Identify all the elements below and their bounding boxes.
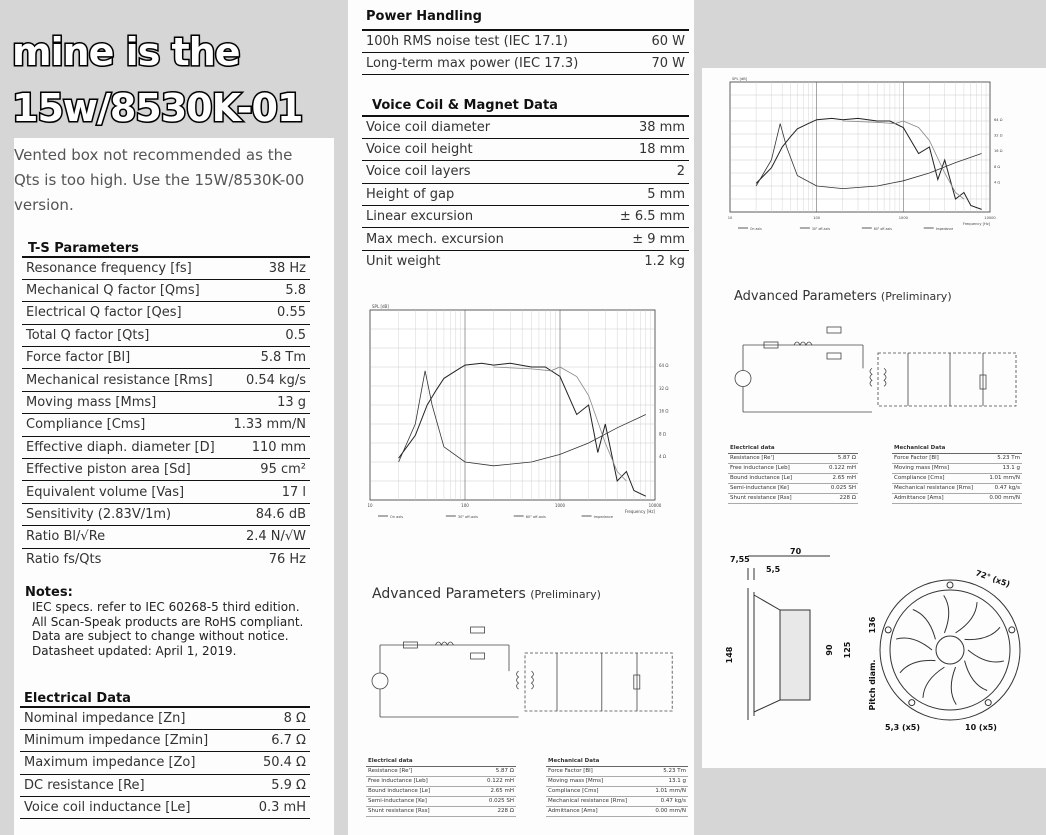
x-tick-label: 10000 <box>984 216 996 220</box>
mini-label: Resistance [Re'] <box>728 453 817 463</box>
advanced-electrical-table-duplicate <box>728 444 858 504</box>
param-row <box>362 228 689 250</box>
param-label: Force factor [Bl] <box>26 350 131 366</box>
mini-value: 2.65 mH <box>468 786 516 796</box>
param-row <box>22 257 310 279</box>
param-value: 95 cm² <box>260 462 306 478</box>
notes-line: Data are subject to change without notice. <box>32 629 289 643</box>
param-label: Voice coil inductance [Le] <box>24 800 191 816</box>
advanced-parameters-title-duplicate <box>734 289 952 304</box>
mini-value: 1.01 mm/N <box>646 786 688 796</box>
mini-row <box>728 493 858 503</box>
drawing-lines <box>748 556 1020 720</box>
mini-row <box>546 806 688 816</box>
param-row <box>22 369 310 391</box>
mini-value: 0.00 mm/N <box>984 493 1022 503</box>
param-row <box>22 436 310 458</box>
param-value: 76 Hz <box>268 552 306 568</box>
power-handling-title: Power Handling <box>366 9 482 24</box>
param-label: Equivalent volume [Vas] <box>26 484 185 500</box>
param-label: Mechanical resistance [Rms] <box>26 372 213 388</box>
voltage-source <box>372 673 388 689</box>
param-value: 2.4 N/√W <box>245 529 306 545</box>
mini-row <box>728 463 858 473</box>
advanced-electrical-table <box>366 757 516 817</box>
mini-row <box>728 473 858 483</box>
mini-row <box>546 776 688 786</box>
param-row <box>20 774 310 796</box>
circuit-lines <box>735 327 1016 412</box>
param-row <box>22 548 310 570</box>
legend-label: 60° off-axis <box>525 515 546 519</box>
mounting-hole <box>947 582 953 588</box>
param-row <box>362 30 689 52</box>
dimension-label: 148 <box>725 646 734 664</box>
wire <box>743 345 872 412</box>
circuit-lines <box>372 627 672 717</box>
legend-label: Impedance <box>935 227 954 231</box>
mini-value: 13.1 g <box>984 463 1022 473</box>
mini-label: Compliance [Cms] <box>546 786 646 796</box>
param-value: ± 6.5 mm <box>619 209 685 225</box>
param-row <box>22 302 310 324</box>
param-row <box>20 707 310 729</box>
param-label: Mechanical Q factor [Qms] <box>26 283 200 299</box>
mini-label: Force Factor [Bl] <box>546 766 646 776</box>
legend-label: Impedance <box>593 515 614 519</box>
advanced-title-text: Advanced Parameters <box>734 289 877 304</box>
voice-coil-table <box>362 115 689 273</box>
param-row <box>362 250 689 272</box>
inductor-leb <box>435 642 453 645</box>
frame-outer <box>880 580 1020 720</box>
param-label: Voice coil layers <box>366 164 471 180</box>
mini-value: 0.025 SH <box>817 483 858 493</box>
mini-value: 5.23 Tm <box>646 766 688 776</box>
param-label: Sensitivity (2.83V/1m) <box>26 506 172 522</box>
notes-line: Datasheet updated: April 1, 2019. <box>32 643 237 658</box>
param-label: Ratio Bl/√Re <box>26 529 106 545</box>
param-label: Voice coil height <box>366 142 473 158</box>
notes-line: All Scan-Speak products are RoHS compliant. <box>32 614 304 629</box>
mini-row <box>366 796 516 806</box>
param-label: Moving mass [Mms] <box>26 395 157 411</box>
impedance-tick-label: 32 Ω <box>994 133 1003 138</box>
spl-axis-label: SPL [dB] <box>372 304 389 309</box>
param-row <box>20 797 310 819</box>
param-value: 18 mm <box>638 142 685 158</box>
inductor-le <box>827 327 841 333</box>
param-value: 5 mm <box>647 186 685 202</box>
mini-label: Mechanical resistance [Rms] <box>892 483 984 493</box>
mounting-hole <box>885 627 891 633</box>
advanced-title-sub: (Preliminary) <box>530 588 601 601</box>
param-label: Ratio fs/Qts <box>26 552 102 568</box>
param-value: 0.55 <box>277 305 306 321</box>
wire <box>908 353 983 406</box>
ts-parameters-table <box>22 256 310 570</box>
caption-line-2: 15w/8530K-01 <box>12 86 303 130</box>
x-tick-label: 10 <box>367 503 373 508</box>
mini-row <box>892 483 1022 493</box>
param-row <box>362 52 689 74</box>
param-value: 50.4 Ω <box>262 755 306 771</box>
mini-row <box>366 786 516 796</box>
mini-value: 0.47 kg/s <box>984 483 1022 493</box>
param-label: Maximum impedance [Zo] <box>24 755 196 771</box>
dimension-label: 125 <box>843 641 852 659</box>
mini-value: 228 Ω <box>468 806 516 816</box>
mini-row <box>892 463 1022 473</box>
param-row <box>362 206 689 228</box>
param-row <box>22 481 310 503</box>
mini-table-title: Mechanical Data <box>892 444 1022 453</box>
mini-row <box>546 796 688 806</box>
mechanical-box <box>878 353 1016 406</box>
x-tick-label: 10 <box>727 216 733 220</box>
x-tick-label: 100 <box>813 216 821 220</box>
param-row <box>362 161 689 183</box>
dimension-label: Pitch diam. <box>868 659 877 711</box>
param-value: 1.2 kg <box>644 254 685 270</box>
mini-value: 13.1 g <box>646 776 688 786</box>
mini-value: 0.025 SH <box>468 796 516 806</box>
voice-coil-title: Voice Coil & Magnet Data <box>372 98 558 113</box>
electrical-data-table <box>20 706 310 819</box>
x-tick-label: 10000 <box>648 503 662 508</box>
mini-value: 0.122 mH <box>468 776 516 786</box>
mounting-hole <box>909 700 915 706</box>
param-label: Effective piston area [Sd] <box>26 462 191 478</box>
param-value: 38 mm <box>638 119 685 135</box>
frequency-response-graph-duplicate <box>720 72 1025 242</box>
param-label: Electrical Q factor [Qes] <box>26 305 182 321</box>
impedance-tick-label: 32 Ω <box>659 385 669 391</box>
mini-label: Resistance [Re'] <box>366 766 468 776</box>
dimension-label: 90 <box>825 644 834 656</box>
equivalent-circuit-diagram <box>365 615 685 725</box>
mini-row <box>366 766 516 776</box>
frequency-axis-label: Frequency [Hz] <box>962 222 990 226</box>
cone-spoke <box>965 661 988 691</box>
advanced-title-text: Advanced Parameters <box>372 586 526 602</box>
frame-inner <box>890 590 1010 710</box>
mini-row <box>728 483 858 493</box>
param-label: Unit weight <box>366 254 441 270</box>
frequency-axis-label: Frequency [Hz] <box>624 509 655 514</box>
advanced-parameters-title <box>372 586 601 602</box>
mini-value: 5.87 Ω <box>817 453 858 463</box>
mini-value: 2.65 mH <box>817 473 858 483</box>
dimension-line <box>748 556 830 580</box>
magnet-body <box>780 610 810 700</box>
impedance-tick-label: 8 Ω <box>994 164 1001 169</box>
mini-row <box>892 453 1022 463</box>
legend-label: On axis <box>390 515 404 519</box>
mounting-hole <box>985 700 991 706</box>
dimension-label: 72° (x5) <box>974 568 1012 590</box>
impedance-tick-label: 64 Ω <box>994 118 1003 122</box>
caption-line-1: mine is the <box>12 30 240 74</box>
mini-value: 5.23 Tm <box>984 453 1022 463</box>
param-value: 17 l <box>281 484 306 500</box>
param-label: Resonance frequency [fs] <box>26 260 192 276</box>
param-row <box>22 503 310 525</box>
param-label: Total Q factor [Qts] <box>26 327 150 343</box>
dust-cap <box>936 636 964 664</box>
inductor-le <box>471 627 485 633</box>
x-tick-label: 100 <box>461 503 469 508</box>
mechanical-box <box>525 653 672 711</box>
transformer-coil <box>517 671 519 689</box>
cone-spoke <box>900 660 935 672</box>
cone-spoke <box>951 667 956 705</box>
param-label: Voice coil diameter <box>366 119 491 135</box>
param-row <box>362 116 689 138</box>
param-value: 60 W <box>651 33 685 49</box>
advanced-mechanical-table-duplicate <box>892 444 1022 504</box>
transformer-coil <box>870 368 872 386</box>
param-row <box>362 138 689 160</box>
mini-label: Shunt resistance [Rss] <box>366 806 468 816</box>
mini-value: 228 Ω <box>817 493 858 503</box>
param-value: 0.5 <box>285 327 306 343</box>
legend-label: 30° off-axis <box>811 227 830 231</box>
cone-spoke <box>913 609 936 639</box>
spl-axis-label: SPL [dB] <box>732 77 748 81</box>
param-value: 8 Ω <box>283 710 306 726</box>
frequency-response-graph <box>360 300 690 530</box>
param-label: Long-term max power (IEC 17.3) <box>366 56 579 72</box>
mini-label: Semi-inductance [Ke] <box>728 483 817 493</box>
impedance-tick-label: 4 Ω <box>994 180 1001 185</box>
param-value: ± 9 mm <box>632 231 685 247</box>
dimension-label: 7,55 <box>730 555 750 564</box>
mini-row <box>366 806 516 816</box>
impedance-tick-label: 16 Ω <box>994 149 1003 154</box>
mini-table-title: Electrical data <box>728 444 858 453</box>
transformer-coil <box>884 368 886 386</box>
param-label: Max mech. excursion <box>366 231 504 247</box>
transformer-coil <box>531 671 533 689</box>
mini-row <box>892 493 1022 503</box>
impedance-tick-label: 4 Ω <box>659 454 666 460</box>
mini-table-title: Electrical data <box>366 757 516 766</box>
param-label: Minimum impedance [Zmin] <box>24 733 209 749</box>
mini-label: Moving mass [Mms] <box>546 776 646 786</box>
param-value: 38 Hz <box>268 260 306 276</box>
param-label: Linear excursion <box>366 209 474 225</box>
dimension-label: 5,3 (x5) <box>885 723 920 732</box>
mini-value: 0.47 kg/s <box>646 796 688 806</box>
param-label: DC resistance [Re] <box>24 777 145 793</box>
param-row <box>22 279 310 301</box>
notes-line: IEC specs. refer to IEC 60268-5 third edition. <box>32 600 300 614</box>
param-row <box>362 183 689 205</box>
mini-label: Free inductance [Leb] <box>728 463 817 473</box>
mounting-hole <box>1009 627 1015 633</box>
resistor-rss <box>827 353 841 359</box>
param-row <box>22 526 310 548</box>
mini-row <box>366 776 516 786</box>
electrical-data-title: Electrical Data <box>24 691 131 706</box>
mini-row <box>728 453 858 463</box>
legend-label: 30° off-axis <box>457 515 479 519</box>
resistor-rss <box>471 653 485 659</box>
mini-row <box>892 473 1022 483</box>
impedance-tick-label: 16 Ω <box>659 408 669 414</box>
mini-label: Admittance [Ams] <box>892 493 984 503</box>
impedance-tick-label: 64 Ω <box>659 363 669 368</box>
param-label: Effective diaph. diameter [D] <box>26 439 215 455</box>
cone-spoke <box>896 638 932 650</box>
param-row <box>22 391 310 413</box>
power-handling-table <box>362 29 689 75</box>
legend-label: On axis <box>750 227 762 231</box>
param-row <box>20 729 310 751</box>
inductor-leb <box>794 342 812 345</box>
param-row <box>22 347 310 369</box>
cone-spoke <box>944 595 949 633</box>
notes-body <box>32 600 303 658</box>
dimension-label: 136 <box>868 616 877 634</box>
mini-label: Shunt resistance [Rss] <box>728 493 817 503</box>
mechanical-dimension-drawing <box>720 540 1030 740</box>
cone-spoke <box>965 627 1000 639</box>
impedance-tick-label: 8 Ω <box>659 431 666 437</box>
param-value: 0.54 kg/s <box>245 372 306 388</box>
param-label: 100h RMS noise test (IEC 17.1) <box>366 33 568 49</box>
mini-value: 0.00 mm/N <box>646 806 688 816</box>
param-value: 70 W <box>651 56 685 72</box>
mini-label: Semi-inductance [Ke] <box>366 796 468 806</box>
ts-parameters-title: T-S Parameters <box>28 241 139 256</box>
param-label: Height of gap <box>366 186 455 202</box>
legend-label: 60° off-axis <box>873 227 892 231</box>
mini-row <box>546 786 688 796</box>
param-label: Compliance [Cms] <box>26 417 146 433</box>
voltage-source <box>735 371 751 387</box>
advanced-mechanical-table <box>546 757 688 817</box>
mini-table-title: Mechanical Data <box>546 757 688 766</box>
param-value: 5.8 <box>285 283 306 299</box>
x-tick-label: 1000 <box>898 216 908 220</box>
notes-title: Notes: <box>25 585 73 600</box>
mini-value: 1.01 mm/N <box>984 473 1022 483</box>
cone-spoke <box>956 602 977 633</box>
mini-label: Compliance [Cms] <box>892 473 984 483</box>
param-value: 110 mm <box>251 439 306 455</box>
param-value: 2 <box>676 164 685 180</box>
cone-spoke <box>923 667 944 698</box>
param-value: 6.7 Ω <box>271 733 306 749</box>
param-row <box>22 414 310 436</box>
param-value: 13 g <box>277 395 306 411</box>
mini-label: Bound inductance [Le] <box>728 473 817 483</box>
mini-label: Force Factor [Bl] <box>892 453 984 463</box>
mini-label: Moving mass [Mms] <box>892 463 984 473</box>
param-row <box>20 752 310 774</box>
param-value: 84.6 dB <box>255 506 306 522</box>
dimension-label: 70 <box>790 547 802 556</box>
param-value: 0.3 mH <box>258 800 306 816</box>
param-row <box>22 459 310 481</box>
cone-spoke <box>968 650 1004 662</box>
dimension-label: 10 (x5) <box>965 723 997 732</box>
vented-box-note: Vented box not recommended as the Qts is too high. Use the 15W/8530K-00 version. <box>14 146 305 214</box>
mini-label: Admittance [Ams] <box>546 806 646 816</box>
dimension-label: 5,5 <box>766 565 781 574</box>
param-value: 5.9 Ω <box>271 777 306 793</box>
wire <box>557 653 637 711</box>
param-value: 1.33 mm/N <box>233 417 306 433</box>
param-label: Nominal impedance [Zn] <box>24 710 186 726</box>
param-row <box>22 324 310 346</box>
mini-value: 0.122 mH <box>817 463 858 473</box>
mini-value: 5.87 Ω <box>468 766 516 776</box>
mini-label: Mechanical resistance [Rms] <box>546 796 646 806</box>
wire <box>380 645 519 717</box>
advanced-title-sub: (Preliminary) <box>880 290 952 303</box>
x-tick-label: 1000 <box>554 503 566 508</box>
mini-row <box>546 766 688 776</box>
param-value: 5.8 Tm <box>260 350 306 366</box>
mini-label: Bound inductance [Le] <box>366 786 468 796</box>
equivalent-circuit-diagram-duplicate <box>728 315 1028 420</box>
mini-label: Free inductance [Leb] <box>366 776 468 786</box>
